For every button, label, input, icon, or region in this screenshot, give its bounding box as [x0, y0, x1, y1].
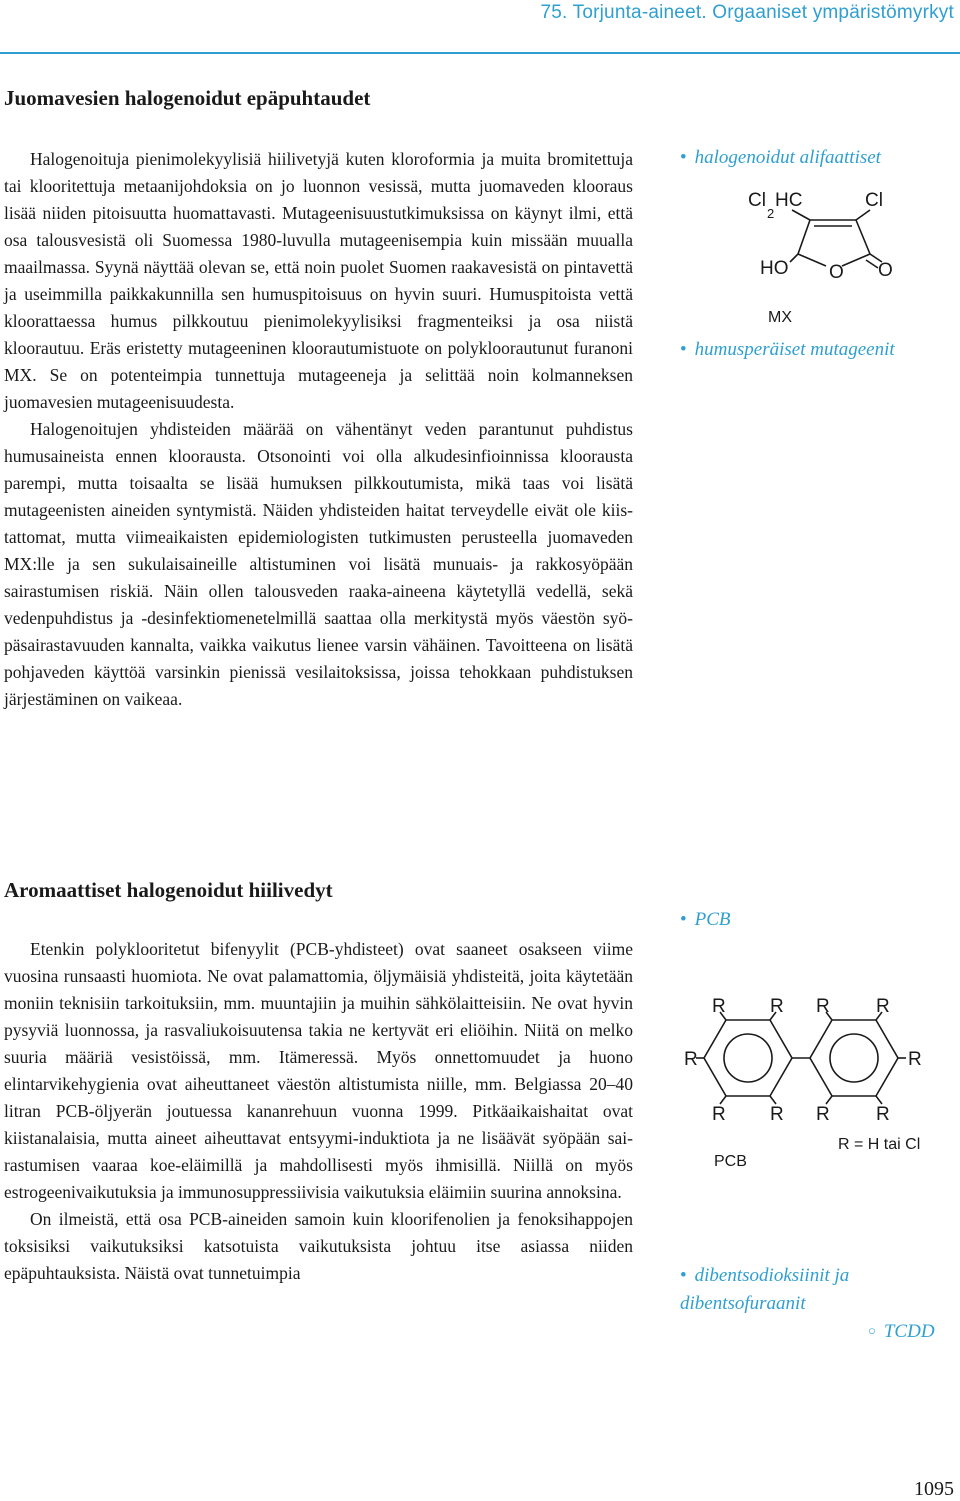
- margin-note-text: dibentsodioksiinit ja dibentsofuraanit: [680, 1265, 850, 1314]
- margin-note-text: humusperäiset mutageenit: [694, 339, 895, 360]
- section-body-aromaattiset: [4, 936, 633, 1287]
- atom-label: 2: [767, 206, 775, 221]
- atom-label: O: [829, 262, 844, 283]
- section-heading-aromaattiset: Aromaattiset halogenoidut hiilivedyt: [4, 878, 333, 902]
- margin-note-alifaattiset: [680, 144, 881, 172]
- paragraph: Halogenoitujen yhdisteiden määrää on vähentänyt veden parantunut puhdistus humusaineista ennen kloorausta. Otsonointi voi olla alkudesinfioinnissa kloorausta parempi, mutta toisaalta se lisää humuksen pilkkoutumista, mikä taas voi lisätä mutageenisten aineiden syntymistä. Näiden yhdisteiden haitat terveydelle eivät ole kiistattomat, mutta viimeaikaisten epidemiologisten tutkimusten perusteella juomaveden MX:lle ja sen sukulaisaineille altistuminen voi lisätä munuais- ja rakkosyöpään sairastumisen riskiä. Näin ollen talousveden raaka-aineena käytetyllä vedellä, sekä vedenpuhdistus ja -desinfektiomenetelmillä saattaa olla merkitystä myös väestön syöpäsairastavuuden kannalta, vaikka vaikutus lienee varsin vähäinen. Tavoitteena on lisätä pohjaveden käyttöä varsinkin pienissä vesilaitoksissa, joissa tehokkaan puhdistuksen järjestäminen on vaikeaa.: [4, 419, 633, 709]
- margin-note-text: halogenoidut alifaattiset: [694, 147, 881, 168]
- running-header: 75. Torjunta-aineet. Orgaaniset ympäristömyrkyt: [540, 2, 954, 23]
- mx-bonds: [790, 210, 882, 268]
- paragraph: Halogenoituja pienimolekyylisiä hiilivetyjä kuten kloroformia ja muita bromitettuja tai klooritettuja metaanijohdoksia on jo luonnon vesissä, mutta juomaveden klooraus lisää niiden pitoisuutta huomattavasti. Mutageenisuustutkimuksissa on käynyt ilmi, että osa talousvesistä oli Suomessa 1980-luvulla mutageenisempia kuin missään muualla maailmassa. Syynä näyttää olevan se, että noin puolet Suomen raakavesistä on pintavettä ja useimmilla paikkakunnilla sen humuspitoisuus on hyvin suuri. Humuspitoista vettä kloorattaessa humus pilkkoutuu pienimolekyylisiksi fragmenteiksi ja osa niistä kloorautuu. Eräs eristetty mutageeninen kloorautumistuote on polykloorautunut furanoni MX. Se on potenteimpia tunnettuja mutageeneja ja selittää noin kolmanneksen juomavesien mutageenisuudesta.: [4, 149, 633, 412]
- bullet-icon: •: [680, 1265, 687, 1286]
- atom-label: HO: [760, 258, 789, 279]
- atom-label: HC: [775, 190, 803, 211]
- pcb-caption: PCB: [714, 1153, 747, 1170]
- atom-label: O: [878, 260, 893, 281]
- paragraph: On ilmeistä, että osa PCB-aineiden samoin kuin kloorifenolien ja fenoksihappojen toksisiksi vaikutuksiksi katsotuista vaikutuksista johtuu itse asiassa niiden epäpuhtauksista. Näistä ovat tunnetuimpia: [4, 1209, 633, 1283]
- bullet-icon: •: [680, 909, 687, 930]
- margin-note-text: TCDD: [883, 1321, 935, 1342]
- substituent-label: R: [816, 996, 830, 1017]
- substituent-label: R: [712, 1104, 726, 1125]
- substituent-label: R: [876, 996, 890, 1017]
- mx-caption: MX: [768, 309, 792, 326]
- sub-bullet-icon: ○: [868, 1323, 876, 1338]
- margin-note-pcb: [680, 906, 731, 934]
- bullet-icon: •: [680, 147, 687, 168]
- page-number: 1095: [914, 1478, 954, 1500]
- atom-label: Cl: [748, 190, 766, 211]
- margin-note-tcdd: [868, 1317, 935, 1346]
- mx-structure: [740, 180, 940, 330]
- margin-note-text: PCB: [694, 909, 731, 930]
- substituent-label: R: [876, 1104, 890, 1125]
- substituent-label: R: [816, 1104, 830, 1125]
- substituent-label: R: [770, 996, 784, 1017]
- section-heading-juomavesi: Juomavesien halogenoidut epäpuhtaudet: [4, 86, 371, 110]
- substituent-label: R: [770, 1104, 784, 1125]
- substituent-label: R: [908, 1049, 922, 1070]
- pcb-structure: [684, 990, 934, 1170]
- pcb-legend: R = H tai Cl: [838, 1136, 921, 1153]
- substituent-label: R: [712, 996, 726, 1017]
- paragraph: Etenkin polyklooritetut bifenyylit (PCB-yhdisteet) ovat saaneet osakseen viime vuosina runsaasti huomiota. Ne ovat palamattomia, öljymäisiä yhdisteitä, joita käytetään moniin teknisiin tarkoituksiin, mm. muuntajiin ja muihin sähkölaitteisiin. Ne ovat hyvin pysyviä luonnossa, ja rasvaliukoisuutensa takia ne kertyvät eri eliöihin. Niitä on melko suuria määriä vesistöissä, mm. Itämeressä. Myös onnettomuudet ja huono elintarvikehygienia ovat aiheuttaneet väestön altistumista niille, mm. Belgiassa 20–40 litran PCB-öljyerän joutuessa kananrehuun vuonna 1999. Pitkäaikaishaitat ovat kiistanalaisia, mutta aineet aiheuttavat entsyymi-induktiota ja ne lisäävät syöpään sairastumisen vaaraa koe-eläimillä ja mahdollisesti myös ihmisillä. Niillä on myös estrogeenivaikutuksia ja immunosuppressiivisia vaikutuksia eläimiin suurina annoksina.: [4, 939, 633, 1202]
- atom-label: Cl: [865, 190, 883, 211]
- margin-note-dioksiinit: [680, 1262, 920, 1318]
- pcb-bonds: [696, 1012, 906, 1104]
- substituent-label: R: [684, 1049, 698, 1070]
- section-body-juomavesi: [4, 146, 633, 713]
- margin-note-humus: [680, 336, 895, 364]
- header-rule: [0, 52, 960, 54]
- bullet-icon: •: [680, 339, 687, 360]
